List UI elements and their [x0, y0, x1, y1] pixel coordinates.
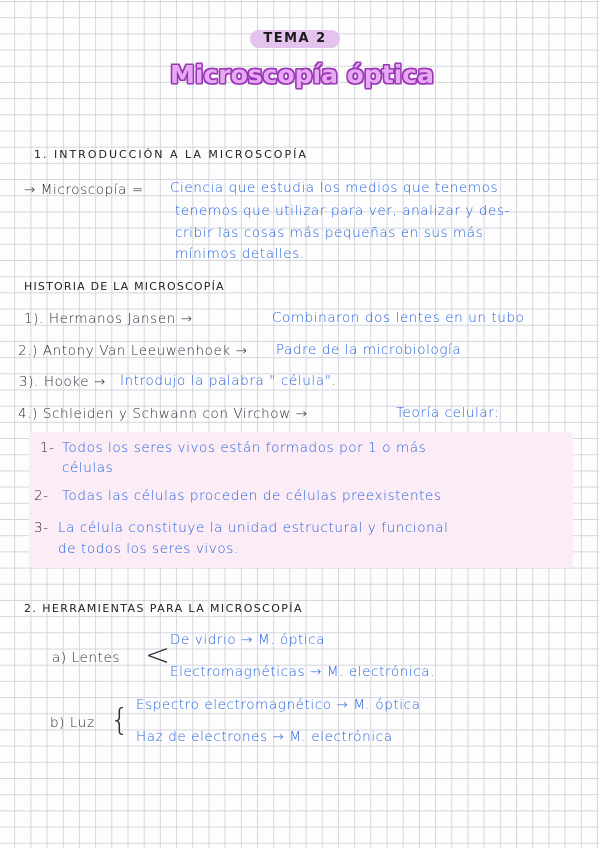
definition-line-2: tenemos que utilizar para ver, analizar y des-	[175, 203, 511, 219]
tools-a-item-1: De vidrio → M. óptica	[170, 632, 326, 648]
theory-num-2: 2-	[34, 488, 49, 504]
theory-line-2a: Todas las células proceden de células preexistentes	[62, 488, 442, 504]
history-who-1: 1). Hermanos Jansen →	[24, 311, 193, 327]
page-title: Microscopía óptica	[170, 60, 434, 89]
tema-badge: TEMA 2	[250, 30, 340, 48]
tools-b-item-1: Espectro electromagnético → M. óptica	[136, 697, 421, 713]
theory-line-3a: La célula constituye la unidad estructural y funcional	[58, 520, 449, 536]
history-heading: HISTORIA DE LA MICROSCOPÍA	[24, 280, 225, 293]
theory-line-1b: células	[62, 460, 114, 476]
definition-line-4: mínimos detalles.	[175, 246, 305, 262]
history-what-2: Padre de la microbiología	[276, 342, 462, 358]
history-what-3: Introdujo la palabra " célula".	[120, 373, 337, 389]
theory-num-3: 3-	[34, 520, 49, 536]
theory-num-1: 1-	[40, 440, 55, 456]
history-what-1: Combinaron dos lentes en un tubo	[272, 310, 525, 326]
section-heading-introduction: 1. INTRODUCCIÓN A LA MICROSCOPÍA	[34, 148, 308, 161]
definition-term: → Microscopía =	[24, 182, 144, 198]
tools-a-label: a) Lentes	[52, 650, 121, 666]
theory-line-1a: Todos los seres vivos están formados por 1 o más	[62, 440, 427, 456]
history-who-4: 4.) Schleiden y Schwann con Virchow →	[18, 406, 308, 422]
brace-icon: <	[145, 638, 171, 673]
definition-line-3: cribir las cosas más pequeñas en sus más	[175, 225, 484, 241]
history-who-2: 2.) Antony Van Leeuwenhoek →	[18, 343, 248, 359]
history-what-4: Teoría celular:	[396, 405, 500, 421]
tools-b-label: b) Luz	[50, 715, 95, 731]
history-who-3: 3). Hooke →	[19, 374, 106, 390]
brace-icon: {	[110, 703, 130, 738]
theory-line-3b: de todos los seres vivos.	[58, 541, 239, 557]
section-heading-tools: 2. HERRAMIENTAS PARA LA MICROSCOPÍA	[24, 602, 303, 615]
tools-a-item-2: Electromagnéticas → M. electrónica.	[170, 664, 435, 680]
definition-line-1: Ciencia que estudia los medios que tenemos	[170, 180, 499, 196]
tools-b-item-2: Haz de electrones → M. electrónica	[136, 729, 393, 745]
